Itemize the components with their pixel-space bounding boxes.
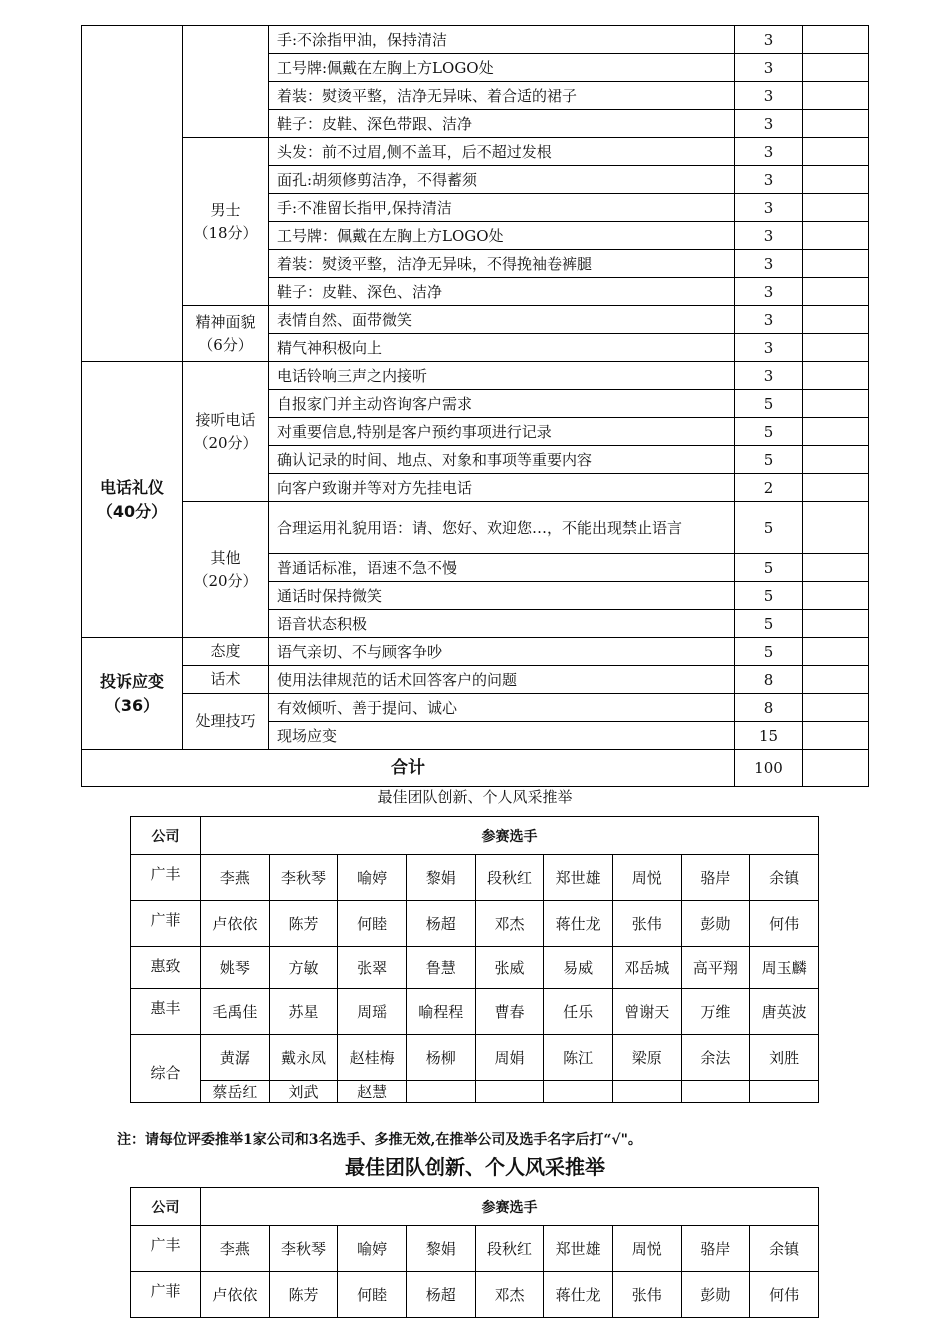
score-entry-cell[interactable]	[803, 166, 869, 194]
player-name[interactable]: 何睦	[338, 901, 407, 947]
player-name[interactable]: 李秋琴	[269, 1226, 338, 1272]
player-name[interactable]: 郑世雄	[544, 855, 613, 901]
empty-player-cell	[406, 1081, 475, 1103]
criterion-text: 使用法律规范的话术回答客户的问题	[269, 666, 735, 694]
player-name[interactable]: 张伟	[612, 1272, 681, 1318]
subcategory-skill	[183, 694, 269, 750]
criterion-points: 5	[735, 446, 803, 474]
score-entry-cell[interactable]	[803, 474, 869, 502]
criterion-text: 精气神积极向上	[269, 334, 735, 362]
subcategory-other-name: 其他	[210, 548, 241, 567]
company-name[interactable]: 惠致	[131, 947, 201, 989]
player-name[interactable]: 喻婷	[338, 1226, 407, 1272]
score-entry-cell[interactable]	[803, 362, 869, 390]
player-name[interactable]: 赵慧	[338, 1081, 407, 1103]
player-name[interactable]: 蔡岳红	[201, 1081, 270, 1103]
subcategory-female-cell	[183, 26, 269, 138]
nomination-header-row	[131, 1188, 819, 1226]
player-name[interactable]: 鲁慧	[406, 947, 475, 989]
player-name[interactable]: 卢依依	[201, 901, 270, 947]
score-entry-cell[interactable]	[803, 82, 869, 110]
player-name[interactable]: 骆岸	[681, 855, 750, 901]
criterion-points: 5	[735, 390, 803, 418]
player-name[interactable]: 郑世雄	[544, 1226, 613, 1272]
nomination-header-row	[131, 817, 819, 855]
criterion-points: 3	[735, 82, 803, 110]
player-name[interactable]: 方敏	[269, 947, 338, 989]
score-row	[82, 362, 869, 390]
score-entry-cell[interactable]	[803, 250, 869, 278]
criterion-points: 5	[735, 582, 803, 610]
player-name[interactable]: 喻程程	[406, 989, 475, 1035]
player-name[interactable]: 彭勋	[681, 901, 750, 947]
player-name[interactable]: 高平翔	[681, 947, 750, 989]
subcategory-male-score: （18分）	[193, 223, 258, 242]
criterion-text: 对重要信息,特别是客户预约事项进行记录	[269, 418, 735, 446]
criterion-points: 3	[735, 278, 803, 306]
score-row	[82, 138, 869, 166]
criterion-points: 5	[735, 554, 803, 582]
score-entry-cell[interactable]	[803, 610, 869, 638]
score-entry-cell[interactable]	[803, 334, 869, 362]
subcategory-spirit-name: 精神面貌	[195, 312, 256, 331]
company-row	[131, 855, 819, 901]
empty-player-cell	[544, 1081, 613, 1103]
criterion-points: 3	[735, 26, 803, 54]
criterion-text: 现场应变	[269, 722, 735, 750]
category-phone-score: （40分）	[96, 501, 168, 521]
subcategory-other-score: （20分）	[193, 571, 258, 590]
company-row	[131, 989, 819, 1035]
criterion-text: 有效倾听、善于提问、诚心	[269, 694, 735, 722]
empty-player-cell	[681, 1081, 750, 1103]
score-entry-cell[interactable]	[803, 26, 869, 54]
company-row	[131, 1035, 819, 1081]
player-name[interactable]: 杨超	[406, 901, 475, 947]
subcategory-script	[183, 666, 269, 694]
company-row	[131, 1272, 819, 1318]
company-row	[131, 901, 819, 947]
player-name[interactable]: 张威	[475, 947, 544, 989]
nomination-caption: 最佳团队创新、个人风采推举	[377, 788, 573, 806]
score-entry-cell[interactable]	[803, 666, 869, 694]
empty-player-cell	[750, 1081, 819, 1103]
player-name[interactable]: 段秋红	[475, 855, 544, 901]
nomination-title: 最佳团队创新、个人风采推举	[345, 1155, 605, 1179]
player-name[interactable]: 周娟	[475, 1035, 544, 1081]
criterion-text: 手:不准留长指甲,保持清洁	[269, 194, 735, 222]
score-entry-cell[interactable]	[803, 278, 869, 306]
score-entry-cell[interactable]	[803, 722, 869, 750]
criterion-text: 鞋子：皮鞋、深色、洁净	[269, 278, 735, 306]
category-appearance-cell	[82, 26, 183, 362]
player-name[interactable]: 张翠	[338, 947, 407, 989]
nomination-table-1	[130, 816, 819, 1103]
players-header: 参赛选手	[201, 1188, 819, 1226]
player-name[interactable]: 周瑶	[338, 989, 407, 1035]
score-entry-cell[interactable]	[803, 54, 869, 82]
criterion-points: 3	[735, 194, 803, 222]
score-entry-cell[interactable]	[803, 390, 869, 418]
player-name[interactable]: 蒋仕龙	[544, 1272, 613, 1318]
player-name[interactable]: 黎娟	[406, 855, 475, 901]
player-name[interactable]: 梁原	[612, 1035, 681, 1081]
criterion-points: 3	[735, 306, 803, 334]
player-name[interactable]: 陈芳	[269, 901, 338, 947]
player-name[interactable]: 易威	[544, 947, 613, 989]
score-entry-cell[interactable]	[803, 446, 869, 474]
player-name[interactable]: 骆岸	[681, 1226, 750, 1272]
subcategory-male	[183, 138, 269, 306]
criterion-points: 3	[735, 166, 803, 194]
category-complaint	[82, 638, 183, 750]
criterion-text: 鞋子：皮鞋、深色带跟、洁净	[269, 110, 735, 138]
criterion-points: 8	[735, 666, 803, 694]
criterion-points: 5	[735, 502, 803, 554]
company-header: 公司	[131, 1188, 201, 1226]
total-points: 100	[735, 750, 803, 787]
criterion-text: 着装：熨烫平整，洁净无异味、着合适的裙子	[269, 82, 735, 110]
player-name[interactable]: 彭勋	[681, 1272, 750, 1318]
criterion-points: 5	[735, 638, 803, 666]
player-name[interactable]: 卢依依	[201, 1272, 270, 1318]
player-name[interactable]: 万维	[681, 989, 750, 1035]
player-name[interactable]: 毛禹佳	[201, 989, 270, 1035]
player-name[interactable]: 余镇	[750, 855, 819, 901]
subcategory-other	[183, 502, 269, 638]
player-name[interactable]: 段秋红	[475, 1226, 544, 1272]
criterion-points: 3	[735, 250, 803, 278]
criterion-text: 普通话标准，语速不急不慢	[269, 554, 735, 582]
subcategory-spirit-score: （6分）	[198, 335, 253, 354]
player-name[interactable]: 杨柳	[406, 1035, 475, 1081]
criterion-points: 3	[735, 334, 803, 362]
total-row	[82, 750, 869, 787]
empty-player-cell	[612, 1081, 681, 1103]
empty-player-cell	[475, 1081, 544, 1103]
player-name[interactable]: 李燕	[201, 1226, 270, 1272]
criterion-points: 3	[735, 362, 803, 390]
score-row	[82, 502, 869, 554]
subcategory-answer-score: （20分）	[193, 433, 258, 452]
player-name[interactable]: 李秋琴	[269, 855, 338, 901]
criterion-text: 语音状态积极	[269, 610, 735, 638]
player-name[interactable]: 邓杰	[475, 901, 544, 947]
subcategory-skill-name: 处理技巧	[195, 712, 256, 730]
player-name[interactable]: 任乐	[544, 989, 613, 1035]
score-row	[82, 694, 869, 722]
player-name[interactable]: 邓岳城	[612, 947, 681, 989]
criterion-points: 5	[735, 418, 803, 446]
category-phone-name: 电话礼仪	[99, 477, 164, 497]
score-entry-cell[interactable]	[803, 638, 869, 666]
criterion-text: 面孔:胡须修剪洁净，不得蓄须	[269, 166, 735, 194]
criterion-text: 表情自然、面带微笑	[269, 306, 735, 334]
company-name[interactable]: 广菲	[131, 901, 201, 947]
criterion-text: 通话时保持微笑	[269, 582, 735, 610]
player-name[interactable]: 周悦	[612, 1226, 681, 1272]
criterion-points: 15	[735, 722, 803, 750]
player-name[interactable]: 戴永凤	[269, 1035, 338, 1081]
player-name[interactable]: 喻婷	[338, 855, 407, 901]
criterion-points: 3	[735, 138, 803, 166]
players-header: 参赛选手	[201, 817, 819, 855]
player-name[interactable]: 邓杰	[475, 1272, 544, 1318]
player-name[interactable]: 赵桂梅	[338, 1035, 407, 1081]
subcategory-attitude-name: 态度	[210, 642, 241, 660]
criterion-text: 自报家门并主动咨询客户需求	[269, 390, 735, 418]
player-name[interactable]: 李燕	[201, 855, 270, 901]
player-name[interactable]: 蒋仕龙	[544, 901, 613, 947]
criterion-points: 5	[735, 610, 803, 638]
criterion-points: 3	[735, 110, 803, 138]
subcategory-male-name: 男士	[210, 200, 241, 219]
player-name[interactable]: 何伟	[750, 901, 819, 947]
score-entry-cell[interactable]	[803, 194, 869, 222]
company-row	[131, 947, 819, 989]
total-entry-cell[interactable]	[803, 750, 869, 787]
player-name[interactable]: 苏星	[269, 989, 338, 1035]
player-name[interactable]: 刘胜	[750, 1035, 819, 1081]
criterion-points: 8	[735, 694, 803, 722]
company-row	[131, 1226, 819, 1272]
player-name[interactable]: 周玉麟	[750, 947, 819, 989]
player-name[interactable]: 余镇	[750, 1226, 819, 1272]
criterion-text: 手:不涂指甲油，保持清洁	[269, 26, 735, 54]
company-name[interactable]: 综合	[131, 1035, 201, 1103]
criterion-text: 合理运用礼貌用语：请、您好、欢迎您…，不能出现禁止语言	[269, 502, 735, 554]
player-name[interactable]: 杨超	[406, 1272, 475, 1318]
score-entry-cell[interactable]	[803, 418, 869, 446]
company-header: 公司	[131, 817, 201, 855]
criterion-points: 3	[735, 54, 803, 82]
score-entry-cell[interactable]	[803, 554, 869, 582]
criterion-text: 工号牌:佩戴在左胸上方LOGO处	[269, 54, 735, 82]
category-complaint-score: （36）	[104, 695, 160, 715]
company-name[interactable]: 广菲	[131, 1272, 201, 1318]
player-name[interactable]: 陈江	[544, 1035, 613, 1081]
player-name[interactable]: 何伟	[750, 1272, 819, 1318]
subcategory-answer	[183, 362, 269, 502]
score-row	[82, 666, 869, 694]
score-entry-cell[interactable]	[803, 502, 869, 554]
player-name[interactable]: 姚琴	[201, 947, 270, 989]
company-name[interactable]: 惠丰	[131, 989, 201, 1035]
category-complaint-name: 投诉应变	[99, 671, 164, 691]
player-name[interactable]: 黎娟	[406, 1226, 475, 1272]
criterion-text: 向客户致谢并等对方先挂电话	[269, 474, 735, 502]
score-row	[82, 638, 869, 666]
player-name[interactable]: 黄潺	[201, 1035, 270, 1081]
nomination-note: 注：请每位评委推举1家公司和3名选手、多推无效,在推举公司及选手名字后打“√"。	[117, 1132, 642, 1148]
subcategory-spirit	[183, 306, 269, 362]
criterion-points: 3	[735, 222, 803, 250]
score-entry-cell[interactable]	[803, 222, 869, 250]
category-phone	[82, 362, 183, 638]
player-name[interactable]: 曾谢天	[612, 989, 681, 1035]
player-name[interactable]: 张伟	[612, 901, 681, 947]
subcategory-attitude	[183, 638, 269, 666]
criterion-text: 语气亲切、不与顾客争吵	[269, 638, 735, 666]
score-row	[82, 306, 869, 334]
player-name[interactable]: 周悦	[612, 855, 681, 901]
score-row	[82, 26, 869, 54]
player-name[interactable]: 曹春	[475, 989, 544, 1035]
score-table	[81, 25, 869, 787]
player-name[interactable]: 刘武	[269, 1081, 338, 1103]
criterion-points: 2	[735, 474, 803, 502]
subcategory-answer-name: 接听电话	[195, 410, 256, 429]
score-entry-cell[interactable]	[803, 110, 869, 138]
score-entry-cell[interactable]	[803, 138, 869, 166]
criterion-text: 电话铃响三声之内接听	[269, 362, 735, 390]
subcategory-script-name: 话术	[210, 670, 241, 688]
total-label: 合计	[82, 750, 735, 787]
criterion-text: 头发：前不过眉,侧不盖耳，后不超过发根	[269, 138, 735, 166]
player-name[interactable]: 陈芳	[269, 1272, 338, 1318]
player-name[interactable]: 唐英波	[750, 989, 819, 1035]
company-row-continued	[131, 1081, 819, 1103]
criterion-text: 确认记录的时间、地点、对象和事项等重要内容	[269, 446, 735, 474]
score-entry-cell[interactable]	[803, 582, 869, 610]
company-name[interactable]: 广丰	[131, 1226, 201, 1272]
criterion-text: 工号牌：佩戴在左胸上方LOGO处	[269, 222, 735, 250]
company-name[interactable]: 广丰	[131, 855, 201, 901]
score-entry-cell[interactable]	[803, 694, 869, 722]
criterion-text: 着装：熨烫平整，洁净无异味，不得挽袖卷裤腿	[269, 250, 735, 278]
player-name[interactable]: 余法	[681, 1035, 750, 1081]
nomination-table-2	[130, 1187, 819, 1318]
score-entry-cell[interactable]	[803, 306, 869, 334]
player-name[interactable]: 何睦	[338, 1272, 407, 1318]
